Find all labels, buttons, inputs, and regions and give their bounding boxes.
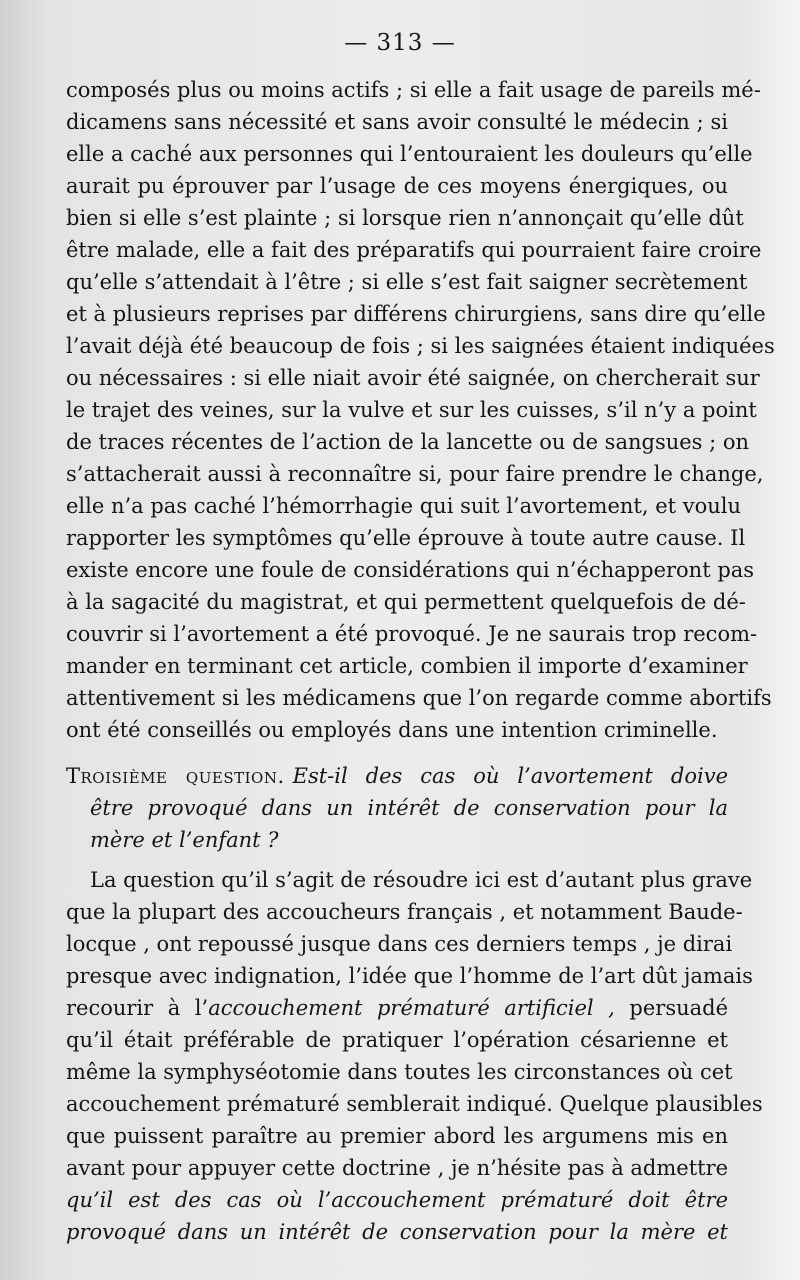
text-line xyxy=(66,992,728,1024)
text-line: rapporter les symptômes qu’elle éprouve à toute autre cause. Il xyxy=(66,526,746,550)
question-line: être provoqué dans un intérêt de conservation pour la xyxy=(90,796,728,820)
text-line: le trajet des veines, sur la vulve et sur les cuisses, s’il n’y a point xyxy=(66,398,757,422)
text-line: et à plusieurs reprises par différens chirurgiens, sans dire qu’elle xyxy=(66,302,766,326)
question-text: Est-il des cas où l’avortement doive xyxy=(292,764,728,788)
text-line: presque avec indignation, l’idée que l’homme de l’art dût jamais xyxy=(66,964,753,988)
text-line: qu’il était préférable de pratiquer l’opération césarienne et xyxy=(66,1028,728,1052)
text-line: à la sagacité du magistrat, et qui permettent quelquefois de dé- xyxy=(66,590,746,614)
page-number: — 313 — xyxy=(344,30,456,56)
question-line: mère et l’enfant ? xyxy=(90,828,279,852)
text-line: La question qu’il s’agit de résoudre ici est d’autant plus grave xyxy=(90,868,753,892)
text-line: qu’elle s’attendait à l’être ; si elle s’est fait saigner secrètement xyxy=(66,270,748,294)
text-line: accouchement prématuré semblerait indiqué. Quelque plausibles xyxy=(66,1092,763,1116)
text-line: locque , ont repoussé jusque dans ces derniers temps , je dirai xyxy=(66,932,733,956)
text-line: ont été conseillés ou employés dans une intention criminelle. xyxy=(66,718,718,742)
text-line: ou nécessaires : si elle niait avoir été saignée, on chercherait sur xyxy=(66,366,760,390)
text-line: bien si elle s’est plainte ; si lorsque rien n’annonçait qu’elle dût xyxy=(66,206,744,230)
text-fragment: recourir à l’ xyxy=(66,996,209,1020)
text-line: de traces récentes de l’action de la lancette ou de sangsues ; on xyxy=(66,430,750,454)
text-line: s’attacherait aussi à reconnaître si, pour faire prendre le change, xyxy=(66,462,764,486)
text-line: mander en terminant cet article, combien il importe d’examiner xyxy=(66,654,748,678)
text-line: elle a caché aux personnes qui l’entouraient les douleurs qu’elle xyxy=(66,142,753,166)
text-fragment: persuadé xyxy=(614,996,729,1020)
text-line: elle n’a pas caché l’hémorrhagie qui suit l’avortement, et voulu xyxy=(66,494,742,518)
italic-term: accouchement prématuré artificiel , xyxy=(208,996,615,1020)
text-line: provoqué dans un intérêt de conservation pour la mère et xyxy=(66,1220,728,1244)
question-heading xyxy=(66,760,728,792)
text-line: que puissent paraître au premier abord les argumens mis en xyxy=(66,1124,728,1148)
text-line: aurait pu éprouver par l’usage de ces moyens énergiques, ou xyxy=(66,174,728,198)
text-line: dicamens sans nécessité et sans avoir consulté le médecin ; si xyxy=(66,110,728,134)
text-line: couvrir si l’avortement a été provoqué. Je ne saurais trop recom- xyxy=(66,622,758,646)
text-line: qu’il est des cas où l’accouchement prématuré doit être xyxy=(66,1188,728,1212)
text-line: être malade, elle a fait des préparatifs qui pourraient faire croire xyxy=(66,238,762,262)
text-line: composés plus ou moins actifs ; si elle a fait usage de pareils mé- xyxy=(66,78,761,102)
text-line: que la plupart des accoucheurs français , et notamment Baude- xyxy=(66,900,743,924)
question-label: Troisième question. xyxy=(66,764,285,788)
text-line: attentivement si les médicamens que l’on regarde comme abortifs xyxy=(66,686,772,710)
text-line: même la symphyséotomie dans toutes les circonstances où cet xyxy=(66,1060,733,1084)
text-line: avant pour appuyer cette doctrine , je n’hésite pas à admettre xyxy=(66,1156,729,1180)
text-line: l’avait déjà été beaucoup de fois ; si les saignées étaient indiquées xyxy=(66,334,775,358)
text-line: existe encore une foule de considérations qui n’échapperont pas xyxy=(66,558,755,582)
